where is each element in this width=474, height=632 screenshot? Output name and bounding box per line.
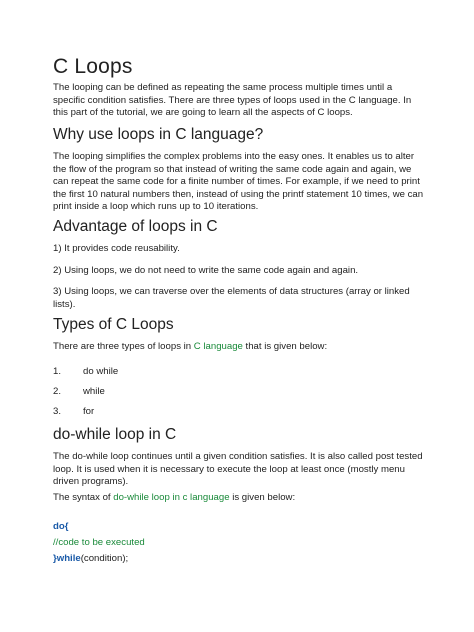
- code-block: [53, 521, 68, 533]
- keyword-while: while: [56, 553, 81, 564]
- advantage-item-2: 2) Using loops, we do not need to write the same code again and again.: [53, 265, 359, 276]
- syntax-intro-text: The syntax of: [53, 492, 114, 503]
- list-item: [53, 386, 105, 397]
- brace-open: {: [64, 521, 69, 532]
- keyword-do: do: [53, 521, 65, 532]
- advantage-item-3: [53, 286, 425, 311]
- syntax-intro: [53, 492, 425, 505]
- code-line-2: [53, 537, 145, 549]
- dowhile-heading: do-while loop in C: [53, 426, 177, 443]
- page-title: C Loops: [53, 55, 133, 78]
- list-number: 3.: [53, 406, 62, 417]
- intro-paragraph: The looping can be defined as repeating the same process multiple times until a specific condition satisfies. There are three types of loops used in the C language. In this part of the tutorial, we are going to learn all the aspects of C loops.: [53, 82, 412, 119]
- types-intro-text-end: that is given below:: [242, 341, 328, 352]
- c-language-link[interactable]: C language: [193, 341, 243, 352]
- list-number: 1.: [53, 366, 62, 377]
- code-line-3: [53, 553, 128, 565]
- code-line-1: [53, 521, 68, 533]
- list-number: 2.: [53, 386, 62, 397]
- list-label: while: [83, 386, 105, 397]
- dowhile-link[interactable]: do-while loop in c language: [113, 492, 230, 503]
- code-condition: (condition);: [80, 553, 129, 564]
- advantage-heading: Advantage of loops in C: [53, 218, 218, 235]
- list-item: [53, 406, 94, 417]
- why-paragraph: The looping simplifies the complex problems into the easy ones. It enables us to alter the flow of the program so that instead of writing the same code again and again, we can repeat the same code for a finite number of times. For example, if we need to print the first 10 natural numbers then, instead of using the printf statement 10 times, we can print inside a loop which runs up to 10 iterations.: [53, 151, 424, 213]
- advantage-item-1: 1) It provides code reusability.: [53, 243, 180, 254]
- list-label: do while: [83, 366, 119, 377]
- why-heading: Why use loops in C language?: [53, 126, 264, 143]
- brace-close: }: [53, 553, 57, 564]
- types-intro-text: There are three types of loops in: [53, 341, 194, 352]
- types-heading: Types of C Loops: [53, 316, 174, 333]
- syntax-intro-text-end: is given below:: [229, 492, 296, 503]
- list-item: [53, 366, 118, 377]
- advantage-item-3-text: 3) Using loops, we can traverse over the elements of data structures (array or linked lists).: [53, 286, 410, 310]
- types-intro: [53, 341, 425, 354]
- dowhile-paragraph: The do-while loop continues until a given condition satisfies. It is also called post tested loop. It is used when it is necessary to execute the loop at least once (mostly menu driven programs).: [53, 451, 423, 488]
- code-comment: //code to be executed: [53, 537, 145, 548]
- list-label: for: [83, 406, 95, 417]
